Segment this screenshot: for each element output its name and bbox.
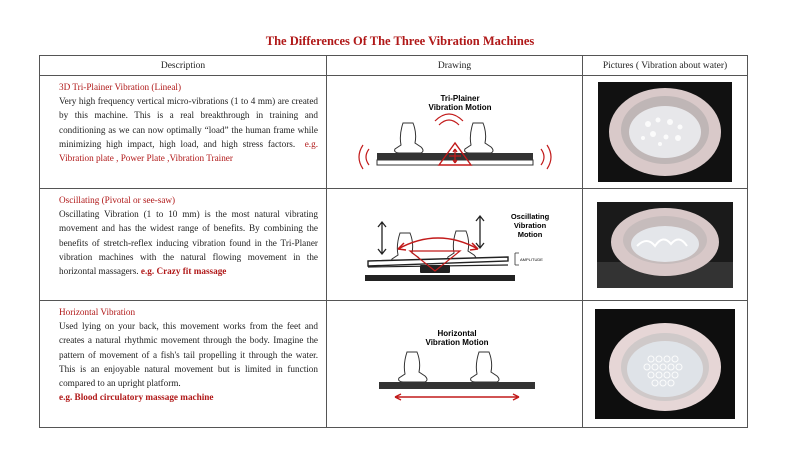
description-cell (40, 301, 327, 428)
table-row (40, 76, 748, 189)
description-cell (40, 76, 327, 189)
pivot-arc-icon (398, 238, 478, 249)
row-heading: 3D Tri-Plainer Vibration (Lineal) (59, 82, 182, 92)
drawing-label-line3: Motion (517, 229, 542, 239)
picture-cell (583, 189, 748, 301)
drawing-label-line2: Vibration (513, 220, 546, 230)
left-foot-icon (398, 352, 426, 382)
right-foot-icon (470, 352, 498, 382)
header-drawing: Drawing (327, 56, 583, 76)
tilted-plate (368, 257, 508, 266)
picture-cell (583, 76, 748, 189)
row-heading: Oscillating (Pivotal or see-saw) (59, 195, 176, 205)
oscillating-drawing (350, 199, 560, 291)
horizontal-drawing (355, 324, 555, 404)
header-description: Description (40, 56, 327, 76)
vibration-wave-icon (435, 114, 463, 125)
description-cell (40, 189, 327, 301)
page-title: The Differences Of The Three Vibration Machines (265, 34, 535, 48)
left-foot-icon (391, 233, 419, 263)
side-wave-left-icon (359, 145, 369, 169)
tri-plainer-drawing (355, 87, 555, 177)
row-description: Oscillating Vibration (1 to 10 mm) is the most natural vibrating movement and has the widest range of benefits. By combining the benefits of stretch-reflex inducing vibration found in the Tri-Planer vibration machines with the natural flowing movement in the horizontal massagers. e.g. Crazy fit massage (59, 209, 318, 277)
drawing-label-line2: Vibration Motion (425, 338, 488, 347)
drawing-label-line1: Tri-Plainer (439, 94, 480, 103)
picture-cell (583, 301, 748, 428)
row-example: e.g. Crazy fit massage (140, 266, 227, 277)
row-example: e.g. Blood circulatory massage machine (59, 392, 214, 403)
drawing-cell (327, 76, 583, 189)
table-row (40, 301, 748, 428)
side-wave-right-icon (541, 145, 551, 169)
drawing-label-line1: Horizontal (436, 329, 477, 338)
drawing-cell (327, 189, 583, 301)
left-foot-icon (394, 123, 422, 153)
drawing-label-line1: Oscillating (510, 211, 549, 221)
row-description: Very high frequency vertical micro-vibrations (1 to 4 mm) are created by this machine. This is a real breakthrough in training and conditioning as we can now optimally “load” the human frame while minimizing high impact, high load, and high stress factors. e.g. Vibration plate , Power Plate ,Vibration Trainer (59, 96, 318, 164)
base-frame (365, 275, 515, 281)
platform-plate (379, 382, 535, 389)
row-description: Used lying on your back, this movement works from the feet and creates a natural rhythmic movement through the body. Imagine the pattern of movement of a fish's tail propelling it through the water. This is an enjoyable natural movement but is limited in function compared to an upright platform. (59, 321, 318, 389)
table-row (40, 189, 748, 301)
comparison-table (39, 55, 748, 428)
drawing-label-line2: Vibration Motion (428, 103, 491, 112)
drawing-cell (327, 301, 583, 428)
row-example: e.g. Vibration plate , Power Plate ,Vibration Trainer (59, 138, 318, 164)
pivot-base (420, 265, 450, 273)
water-vibration-photo (595, 309, 735, 419)
row-heading: Horizontal Vibration (59, 307, 136, 317)
right-updown-arrow-icon (476, 216, 484, 248)
water-vibration-photo (597, 202, 733, 288)
horizontal-arrow-icon (395, 394, 519, 400)
left-updown-arrow-icon (378, 222, 386, 254)
amplitude-label: AMPLITUDE (519, 256, 543, 262)
right-foot-icon (464, 123, 492, 153)
water-vibration-photo (598, 82, 732, 182)
header-pictures: Pictures ( Vibration about water) (583, 56, 748, 76)
